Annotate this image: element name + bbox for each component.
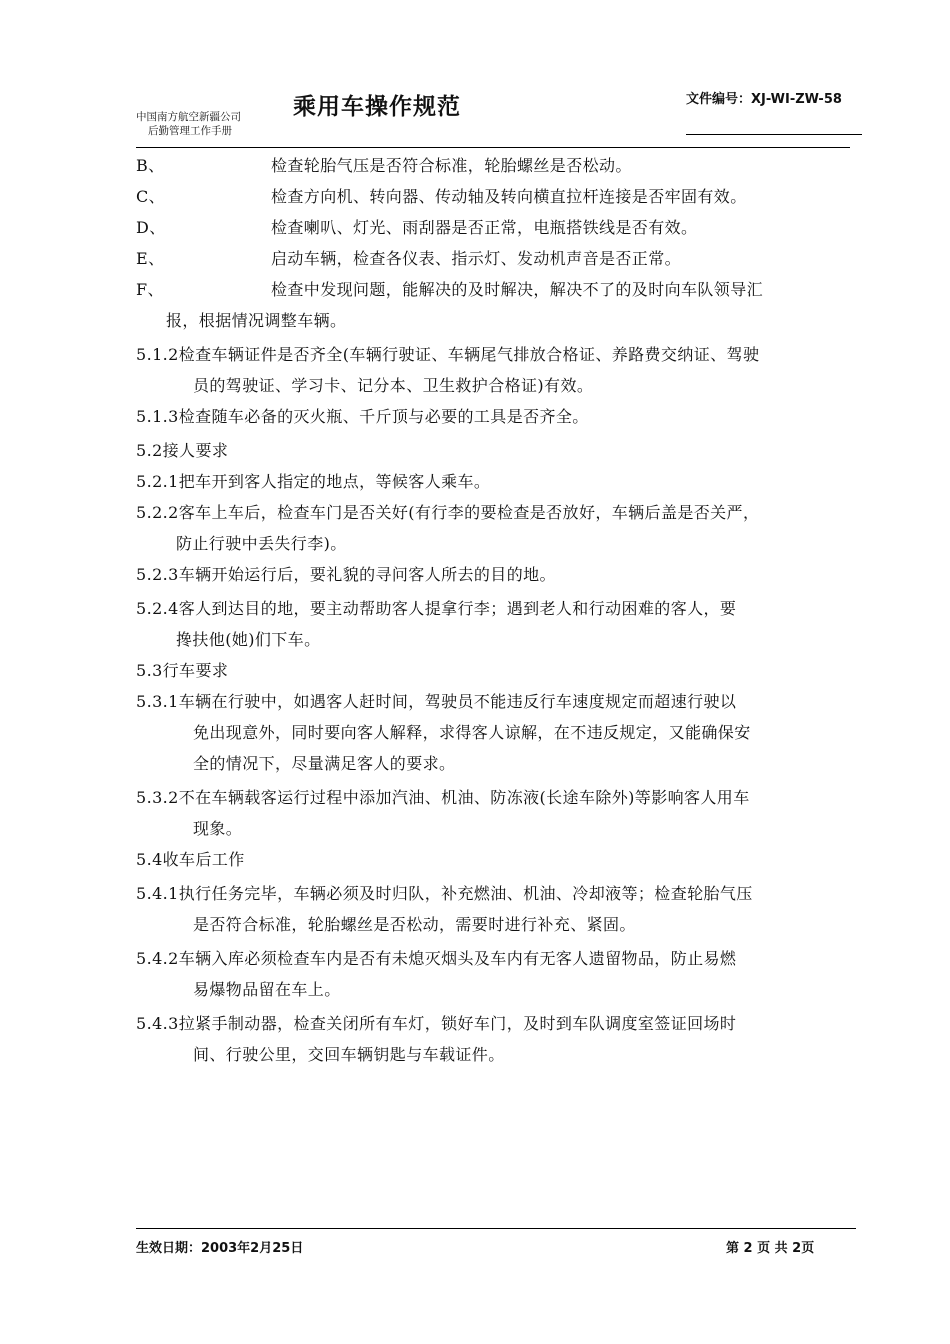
paragraph-line: 易爆物品留在车上。: [193, 980, 341, 999]
effective-date: 生效日期：2003年2月25日: [136, 1241, 304, 1256]
list-item-text: 检查方向机、转向器、传动轴及转向横直拉杆连接是否牢固有效。: [271, 187, 747, 206]
paragraph-line: 5.3.1车辆在行驶中，如遇客人赶时间，驾驶员不能违反行车速度规定而超速行驶以: [136, 692, 737, 711]
list-item-label: D、: [136, 218, 166, 237]
paragraph-line: 5.2.1把车开到客人指定的地点，等候客人乘车。: [136, 472, 491, 491]
paragraph-line: 5.1.2检查车辆证件是否齐全(车辆行驶证、车辆尾气排放合格证、养路费交纳证、驾驶: [136, 345, 760, 364]
paragraph-line: 5.2.2客车上车后，检查车门是否关好(有行李的要检查是否放好，车辆后盖是否关严，: [136, 503, 760, 522]
paragraph-line: 是否符合标准，轮胎螺丝是否松动，需要时进行补充、紧固。: [193, 915, 636, 934]
list-item-label: E、: [136, 249, 165, 268]
paragraph-line: 免出现意外，同时要向客人解释，求得客人谅解，在不违反规定，又能确保安: [193, 723, 751, 742]
paragraph-line: 现象。: [193, 819, 243, 838]
list-item-label: F、: [136, 280, 164, 299]
header-divider: [136, 147, 850, 148]
company-line-1: 中国南方航空新疆公司: [136, 111, 241, 123]
list-item-text: 检查轮胎气压是否符合标准，轮胎螺丝是否松动。: [271, 156, 632, 175]
list-item-text: 检查中发现问题，能解决的及时解决，解决不了的及时向车队领导汇: [271, 280, 764, 299]
paragraph-line: 5.3行车要求: [136, 661, 229, 680]
paragraph-line: 5.2.3车辆开始运行后，要礼貌的寻问客人所去的目的地。: [136, 565, 556, 584]
list-item-label: B、: [136, 156, 165, 175]
company-line-2: 后勤管理工作手册: [148, 125, 232, 137]
list-item-text: 启动车辆，检查各仪表、指示灯、发动机声音是否正常。: [271, 249, 682, 268]
list-item-label: C、: [136, 187, 166, 206]
paragraph-line: 防止行驶中丢失行李)。: [176, 534, 347, 553]
paragraph-line: 搀扶他(她)们下车。: [176, 630, 321, 649]
paragraph-line: 5.4收车后工作: [136, 850, 245, 869]
page-number: 第 2 页 共 2页: [726, 1241, 815, 1256]
paragraph-line: 5.4.3拉紧手制动器，检查关闭所有车灯，锁好车门，及时到车队调度室签证回场时: [136, 1014, 737, 1033]
document-number: 文件编号：XJ-WI-ZW-58: [686, 92, 842, 107]
footer-divider: [136, 1228, 856, 1229]
paragraph-line: 员的驾驶证、学习卡、记分本、卫生救护合格证)有效。: [193, 376, 594, 395]
document-title: 乘用车操作规范: [293, 94, 461, 120]
paragraph-line: 5.2接人要求: [136, 441, 229, 460]
paragraph-line: 报，根据情况调整车辆。: [166, 311, 347, 330]
list-item-text: 检查喇叭、灯光、雨刮器是否正常，电瓶搭铁线是否有效。: [271, 218, 698, 237]
doc-number-underline: [686, 134, 862, 135]
paragraph-line: 5.1.3检查随车必备的灭火瓶、千斤顶与必要的工具是否齐全。: [136, 407, 589, 426]
paragraph-line: 5.3.2不在车辆载客运行过程中添加汽油、机油、防冻液(长途车除外)等影响客人用车: [136, 788, 750, 807]
paragraph-line: 5.2.4客人到达目的地，要主动帮助客人提拿行李；遇到老人和行动困难的客人，要: [136, 599, 737, 618]
paragraph-line: 全的情况下，尽量满足客人的要求。: [193, 754, 456, 773]
paragraph-line: 5.4.1执行任务完毕，车辆必须及时归队，补充燃油、机油、冷却液等；检查轮胎气压: [136, 884, 753, 903]
paragraph-line: 间、行驶公里，交回车辆钥匙与车载证件。: [193, 1045, 505, 1064]
paragraph-line: 5.4.2车辆入库必须检查车内是否有未熄灭烟头及车内有无客人遗留物品，防止易燃: [136, 949, 737, 968]
company-name: [136, 110, 241, 138]
